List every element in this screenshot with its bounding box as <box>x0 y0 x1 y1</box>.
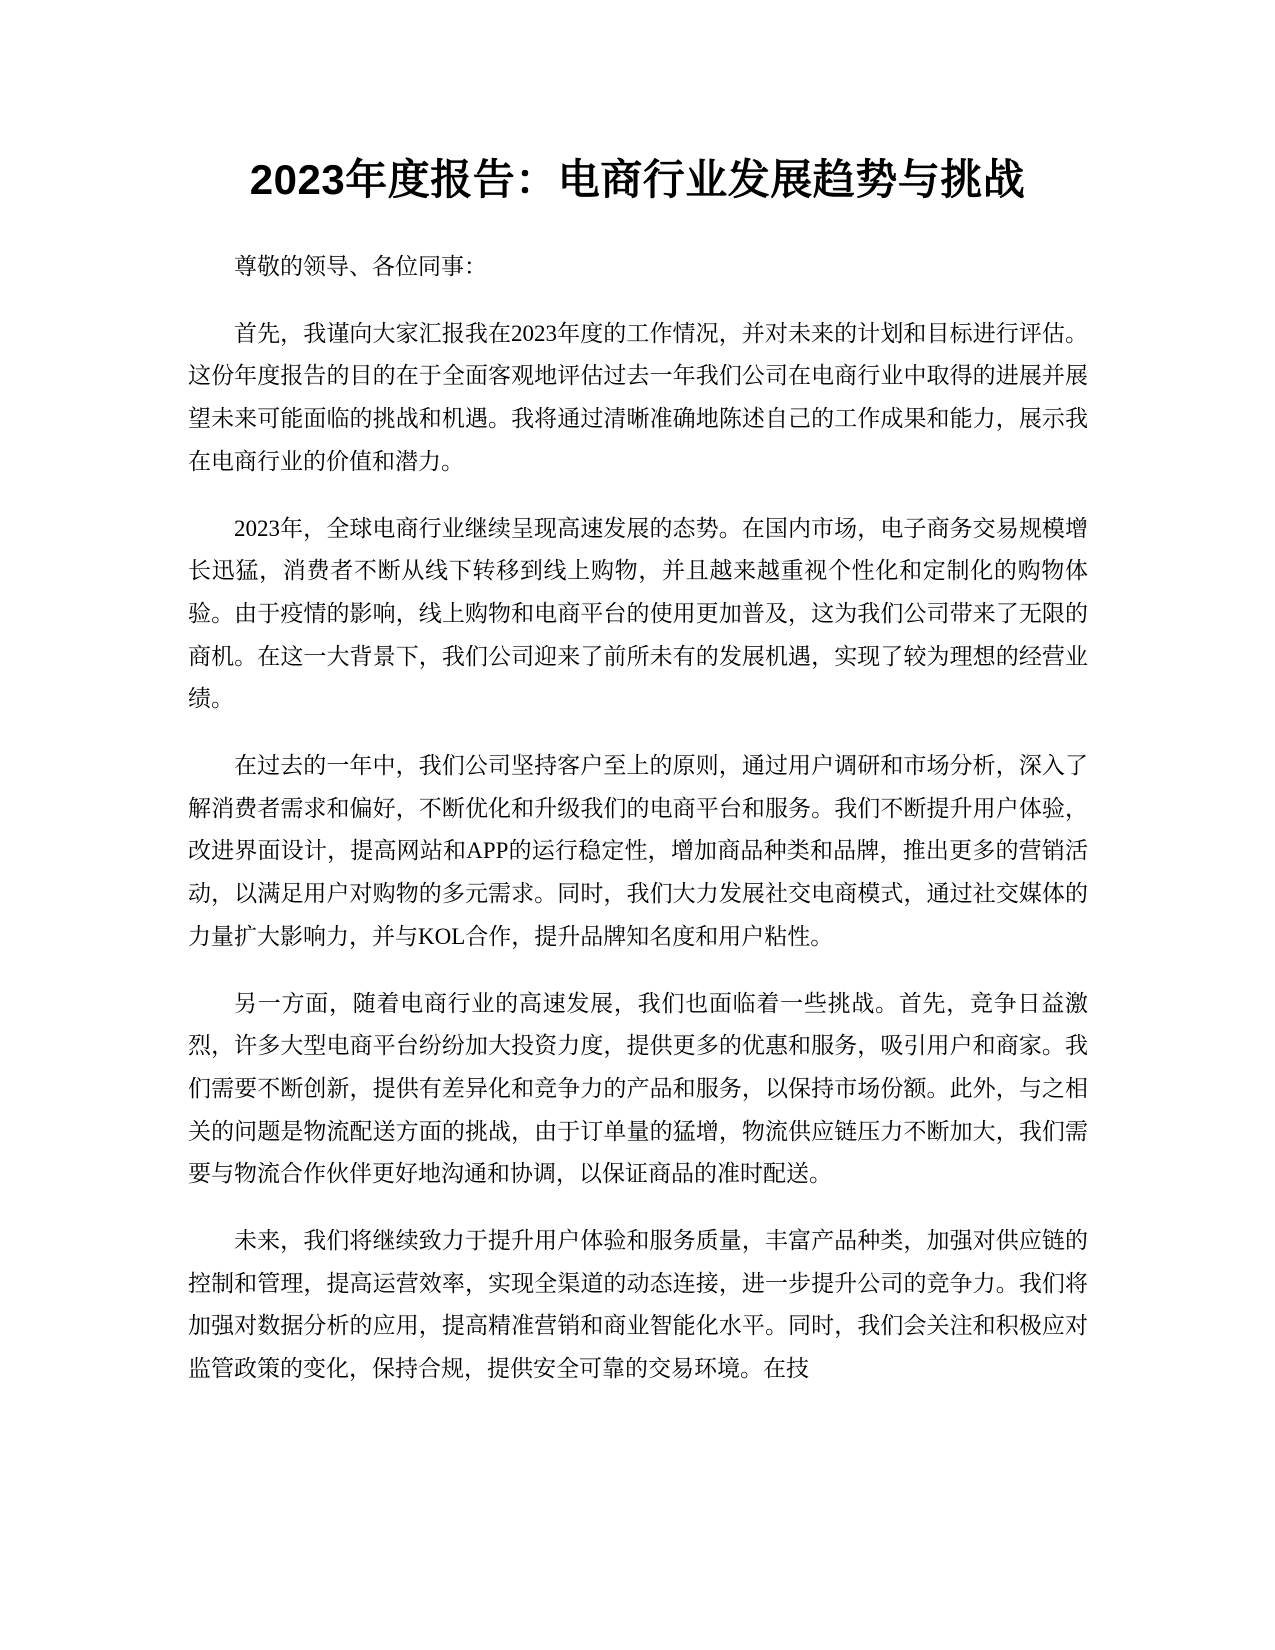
document-body <box>188 246 1088 1415</box>
paragraph-future-plans: 未来，我们将继续致力于提升用户体验和服务质量，丰富产品种类，加强对供应链的控制和管理，提高运营效率，实现全渠道的动态连接，进一步提升公司的竞争力。我们将加强对数据分析的应用，提高精准营销和商业智能化水平。同时，我们会关注和积极应对监管政策的变化，保持合规，提供安全可靠的交易环境。在技 <box>188 1228 1088 1382</box>
paragraph-company-progress: 在过去的一年中，我们公司坚持客户至上的原则，通过用户调研和市场分析，深入了解消费者需求和偏好，不断优化和升级我们的电商平台和服务。我们不断提升用户体验，改进界面设计，提高网站和APP的运行稳定性，增加商品种类和品牌，推出更多的营销活动，以满足用户对购物的多元需求。同时，我们大力发展社交电商模式，通过社交媒体的力量扩大影响力，并与KOL合作，提升品牌知名度和用户粘性。 <box>188 753 1088 949</box>
paragraph-industry-trend: 2023年，全球电商行业继续呈现高速发展的态势。在国内市场，电子商务交易规模增长迅猛，消费者不断从线下转移到线上购物，并且越来越重视个性化和定制化的购物体验。由于疫情的影响，线上购物和电商平台的使用更加普及，这为我们公司带来了无限的商机。在这一大背景下，我们公司迎来了前所未有的发展机遇，实现了较为理想的经营业绩。 <box>188 515 1088 712</box>
paragraph-challenges: 另一方面，随着电商行业的高速发展，我们也面临着一些挑战。首先，竞争日益激烈，许多大型电商平台纷纷加大投资力度，提供更多的优惠和服务，吸引用户和商家。我们需要不断创新，提供有差异化和竞争力的产品和服务，以保持市场份额。此外，与之相关的问题是物流配送方面的挑战，由于订单量的猛增，物流供应链压力不断加大，我们需要与物流合作伙伴更好地沟通和协调，以保证商品的准时配送。 <box>188 990 1088 1187</box>
document-title: 2023年度报告：电商行业发展趋势与挑战 <box>249 156 1026 203</box>
paragraph-intro: 首先，我谨向大家汇报我在2023年度的工作情况，并对未来的计划和目标进行评估。这份年度报告的目的在于全面客观地评估过去一年我们公司在电商行业中取得的进展并展望未来可能面临的挑战和机遇。我将通过清晰准确地陈述自己的工作成果和能力，展示我在电商行业的价值和潜力。 <box>188 320 1088 474</box>
greeting: 尊敬的领导、各位同事： <box>234 254 487 279</box>
